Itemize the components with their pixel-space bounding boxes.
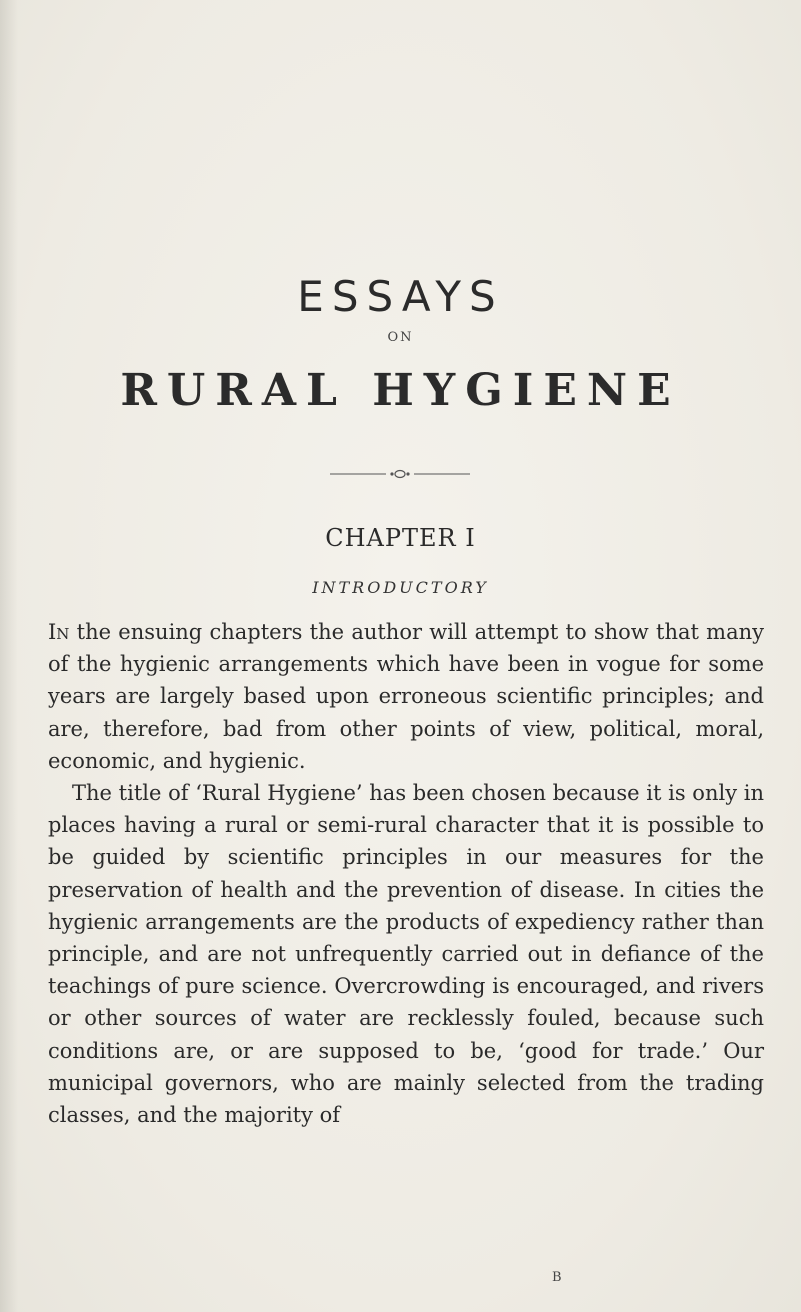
signature-mark: B [552, 1270, 562, 1285]
book-title: ESSAYS [297, 272, 504, 321]
divider-ornament [330, 468, 470, 480]
paragraph-1-text: the ensuing chapters the author will attempt to show that many of the hygienic arrangements which have been in vogue for some years are largely based upon erroneous scientific principles; and are, therefore, bad from other points of view, political, moral, economic, and hygienic. [48, 620, 764, 773]
chapter-body [48, 616, 764, 1131]
paragraph-initial-word: In [48, 620, 70, 644]
chapter-heading: CHAPTER I [325, 524, 476, 552]
page-gutter-shadow [0, 0, 18, 1312]
chapter-subtitle: INTRODUCTORY [312, 578, 489, 597]
book-subtitle: RURAL HYGIENE [120, 365, 681, 416]
title-connector: ON [387, 330, 414, 345]
paragraph-2: The title of ‘Rural Hygiene’ has been chosen because it is only in places having a rural or semi-rural character that it is possible to be guided by scientific principles in our measures for the preservation of health and the prevention of disease. In cities the hygienic arrangements are the products of expediency rather than principle, and are not unfrequently carried out in defiance of the teachings of pure science. Overcrowding is encouraged, and rivers or other sources of water are recklessly fouled, because such conditions are, or are supposed to be, ‘good for trade.’ Our municipal governors, who are mainly selected from the trading classes, and the majority of [48, 781, 764, 1128]
paragraph-1 [48, 616, 764, 777]
